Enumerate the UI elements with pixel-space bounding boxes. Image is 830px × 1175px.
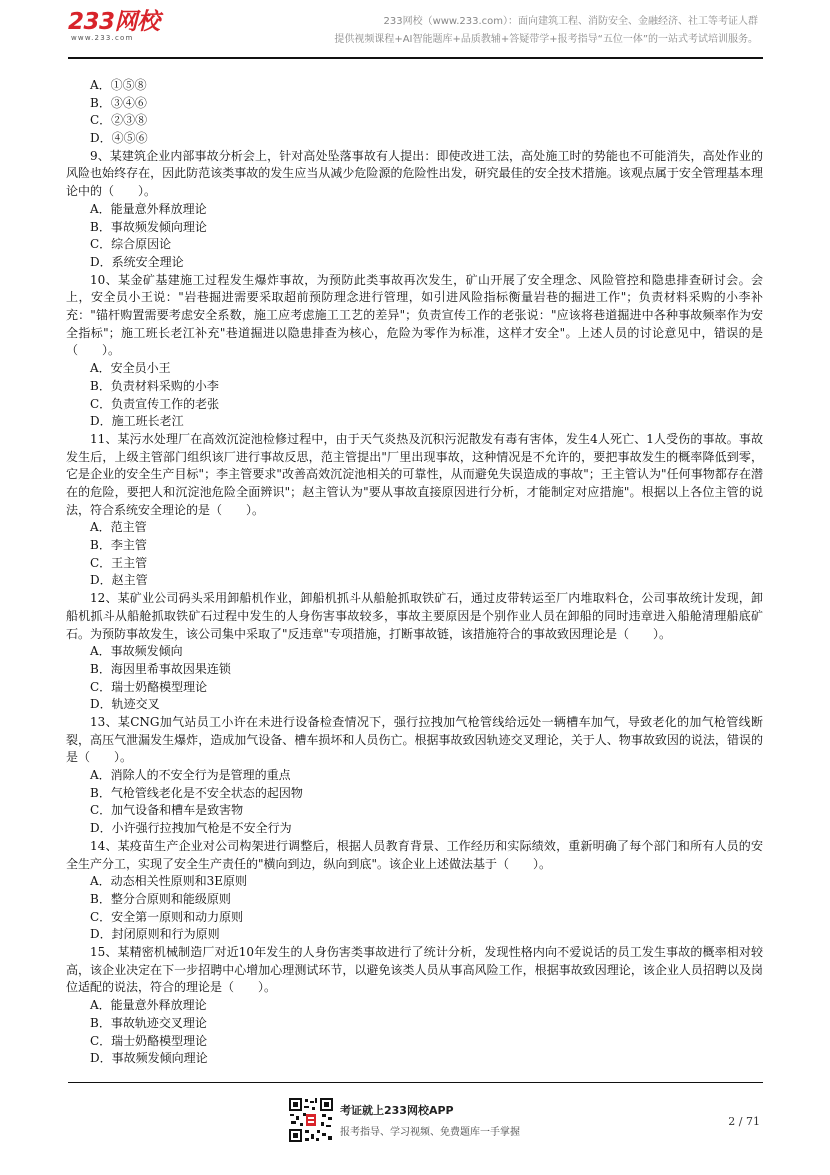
option: C．瑞士奶酪模型理论 [90, 679, 208, 694]
option: D．轨迹交叉 [90, 697, 160, 712]
option: B．海因里希事故因果连锁 [90, 661, 231, 676]
option: B．负责材料采购的小李 [90, 378, 219, 393]
option: A．能量意外释放理论 [90, 201, 207, 216]
document-body [66, 77, 763, 1068]
option: A．①⑤⑧ [90, 78, 147, 92]
logo-text: 233网校 [68, 9, 160, 35]
header-info [334, 13, 758, 49]
option: D．小许强行拉拽加气枪是不安全行为 [90, 821, 292, 836]
question-text: 11、某污水处理厂在高效沉淀池检修过程中，由于天气炎热及沉积污泥散发有毒有害体，发生4人死亡、1人受伤的事故。事故发生后，上级主管部门组织该厂进行事故反思，范主管提出"厂里出现事故，这种情况是不允许的，要把事故发生的概率降低到零，它是企业的安全生产目标"；李主管要求"改善高效沉淀池相关的可靠性，从而避免失误造成的事故"；王主管认为"任何事物都存在潜在的危险，要把人和沉淀池危险全面辨识"；赵主管认为"要从事故直接原因进行分析，才能制定对应措施"。根据以上各位主管的说法，符合系统安全理论的是（ ）。 [66, 431, 763, 517]
option: C．加气设备和槽车是致害物 [90, 803, 244, 818]
question-11 [66, 431, 763, 590]
option: A．能量意外释放理论 [90, 998, 207, 1013]
option: C．综合原因论 [90, 237, 172, 252]
question-text: 13、某CNG加气站员工小许在未进行设备检查情况下，强行拉拽加气枪管线给远处一辆槽车加气，导致老化的加气枪管线断裂，高压气泄漏发生爆炸，造成加气设备、槽车损坏和人员伤亡。根据事故致因轨迹交叉理论，关于人、物事故致因的说法，错误的是（ ）。 [66, 715, 763, 765]
option: B．整分合原则和能级原则 [90, 891, 231, 906]
option: A．消除人的不安全行为是管理的重点 [90, 768, 291, 783]
header-info-line1: 233网校（www.233.com）：面向建筑工程、消防安全、金融经济、社工等考证人群 [383, 16, 758, 27]
option: B．事故轨迹交叉理论 [90, 1015, 207, 1030]
question-text: 9、某建筑企业内部事故分析会上，针对高处坠落事故有人提出：即使改进工法，高处施工时的势能也不可能消失，高处作业的风险也始终存在，因此防范该类事故的发生应当从减少危险源的危险性出发，研究最佳的安全技术措施。该观点属于安全管理基本理论中的（ ）。 [66, 148, 763, 199]
header-divider [68, 57, 763, 59]
option: B．事故频发倾向理论 [90, 219, 207, 234]
question-text: 14、某疫苗生产企业对公司构架进行调整后，根据人员教育背景、工作经历和实际绩效，重新明确了每个部门和所有人员的安全生产分工，实现了安全生产责任的"横向到边，纵向到底"。该企业上述做法基于（ ）。 [66, 838, 763, 871]
option: A．安全员小王 [90, 361, 171, 376]
option: C．安全第一原则和动力原则 [90, 909, 244, 924]
question-text: 10、某金矿基建施工过程发生爆炸事故，为预防此类事故再次发生，矿山开展了安全理念、风险管控和隐患排查研讨会。会上，安全员小王说："岩巷掘进需要采取超前预防理念进行管理，如引进风险指标衡量岩巷的掘进工作"；负责材料采购的小李补充："锚杆购置需要考虑安全系数，施工应考虑施工工艺的差异"；负责宣传工作的老张说："应该将巷道掘进中各种事故频率作为安全指标"；施工班长老江补充"巷道掘进以隐患排查为核心，危险为零作为标准，这样才安全"。上述人员的讨论意见中，错误的是（ ）。 [66, 272, 763, 358]
question-10 [66, 272, 763, 431]
option: D．④⑤⑥ [90, 131, 148, 146]
option: C．负责宣传工作的老张 [90, 396, 220, 411]
option: D．事故频发倾向理论 [90, 1051, 208, 1066]
option: B．李主管 [90, 538, 147, 553]
logo-url: www.233.com [71, 34, 134, 42]
page-number: 2 / 71 [728, 1115, 760, 1128]
option: D．施工班长老江 [90, 414, 184, 429]
page-header [0, 0, 830, 58]
option: A．动态相关性原则和3E原则 [90, 874, 248, 889]
footer-app-title: 考证就上233网校APP [340, 1104, 454, 1117]
qr-code-icon[interactable] [288, 1097, 334, 1143]
option: C．王主管 [90, 555, 148, 570]
option: D．封闭原则和行为原则 [90, 927, 220, 942]
site-logo[interactable] [68, 10, 160, 43]
question-9 [66, 148, 763, 272]
question-12 [66, 590, 763, 714]
question-13 [66, 714, 763, 838]
header-info-line2: 提供视频课程+AI智能题库+品质教辅+答疑带学+报考指导“五位一体”的一站式考试培训服务。 [334, 34, 758, 45]
option: A．范主管 [90, 520, 147, 535]
option: B．③④⑥ [90, 95, 147, 110]
footer-app-subtitle: 报考指导、学习视频、免费题库一手掌握 [340, 1127, 520, 1138]
previous-question-options [66, 77, 763, 148]
option: C．②③⑧ [90, 113, 148, 128]
question-15 [66, 944, 763, 1068]
footer-divider [68, 1082, 763, 1083]
option: D．赵主管 [90, 573, 148, 588]
option: A．事故频发倾向 [90, 644, 183, 659]
question-14 [66, 838, 763, 944]
option: D．系统安全理论 [90, 254, 184, 269]
option: B．气枪管线老化是不安全状态的起因物 [90, 785, 303, 800]
question-text: 15、某精密机械制造厂对近10年发生的人身伤害类事故进行了统计分析，发现性格内向不爱说话的员工发生事故的概率相对较高，该企业决定在下一步招聘中心增加心理测试环节，以避免该类人员从事高风险工作，根据事故致因理论，该企业人员招聘以及岗位适配的说法，符合的理论是（ ）。 [66, 945, 763, 995]
question-text: 12、某矿业公司码头采用卸船机作业，卸船机抓斗从船舱抓取铁矿石，通过皮带转运至厂内堆取料仓，公司事故统计发现，卸船机抓斗从船舱抓取铁矿石过程中发生的人身伤害事故较多，事故主要原因是个别作业人员在卸船的同时违章进入船舱清理船底矿石。为预防事故发生，该公司集中采取了"反违章"专项措施，打断事故链，该措施符合的事故致因理论是（ ）。 [66, 591, 763, 641]
option: C．瑞士奶酪模型理论 [90, 1033, 208, 1048]
